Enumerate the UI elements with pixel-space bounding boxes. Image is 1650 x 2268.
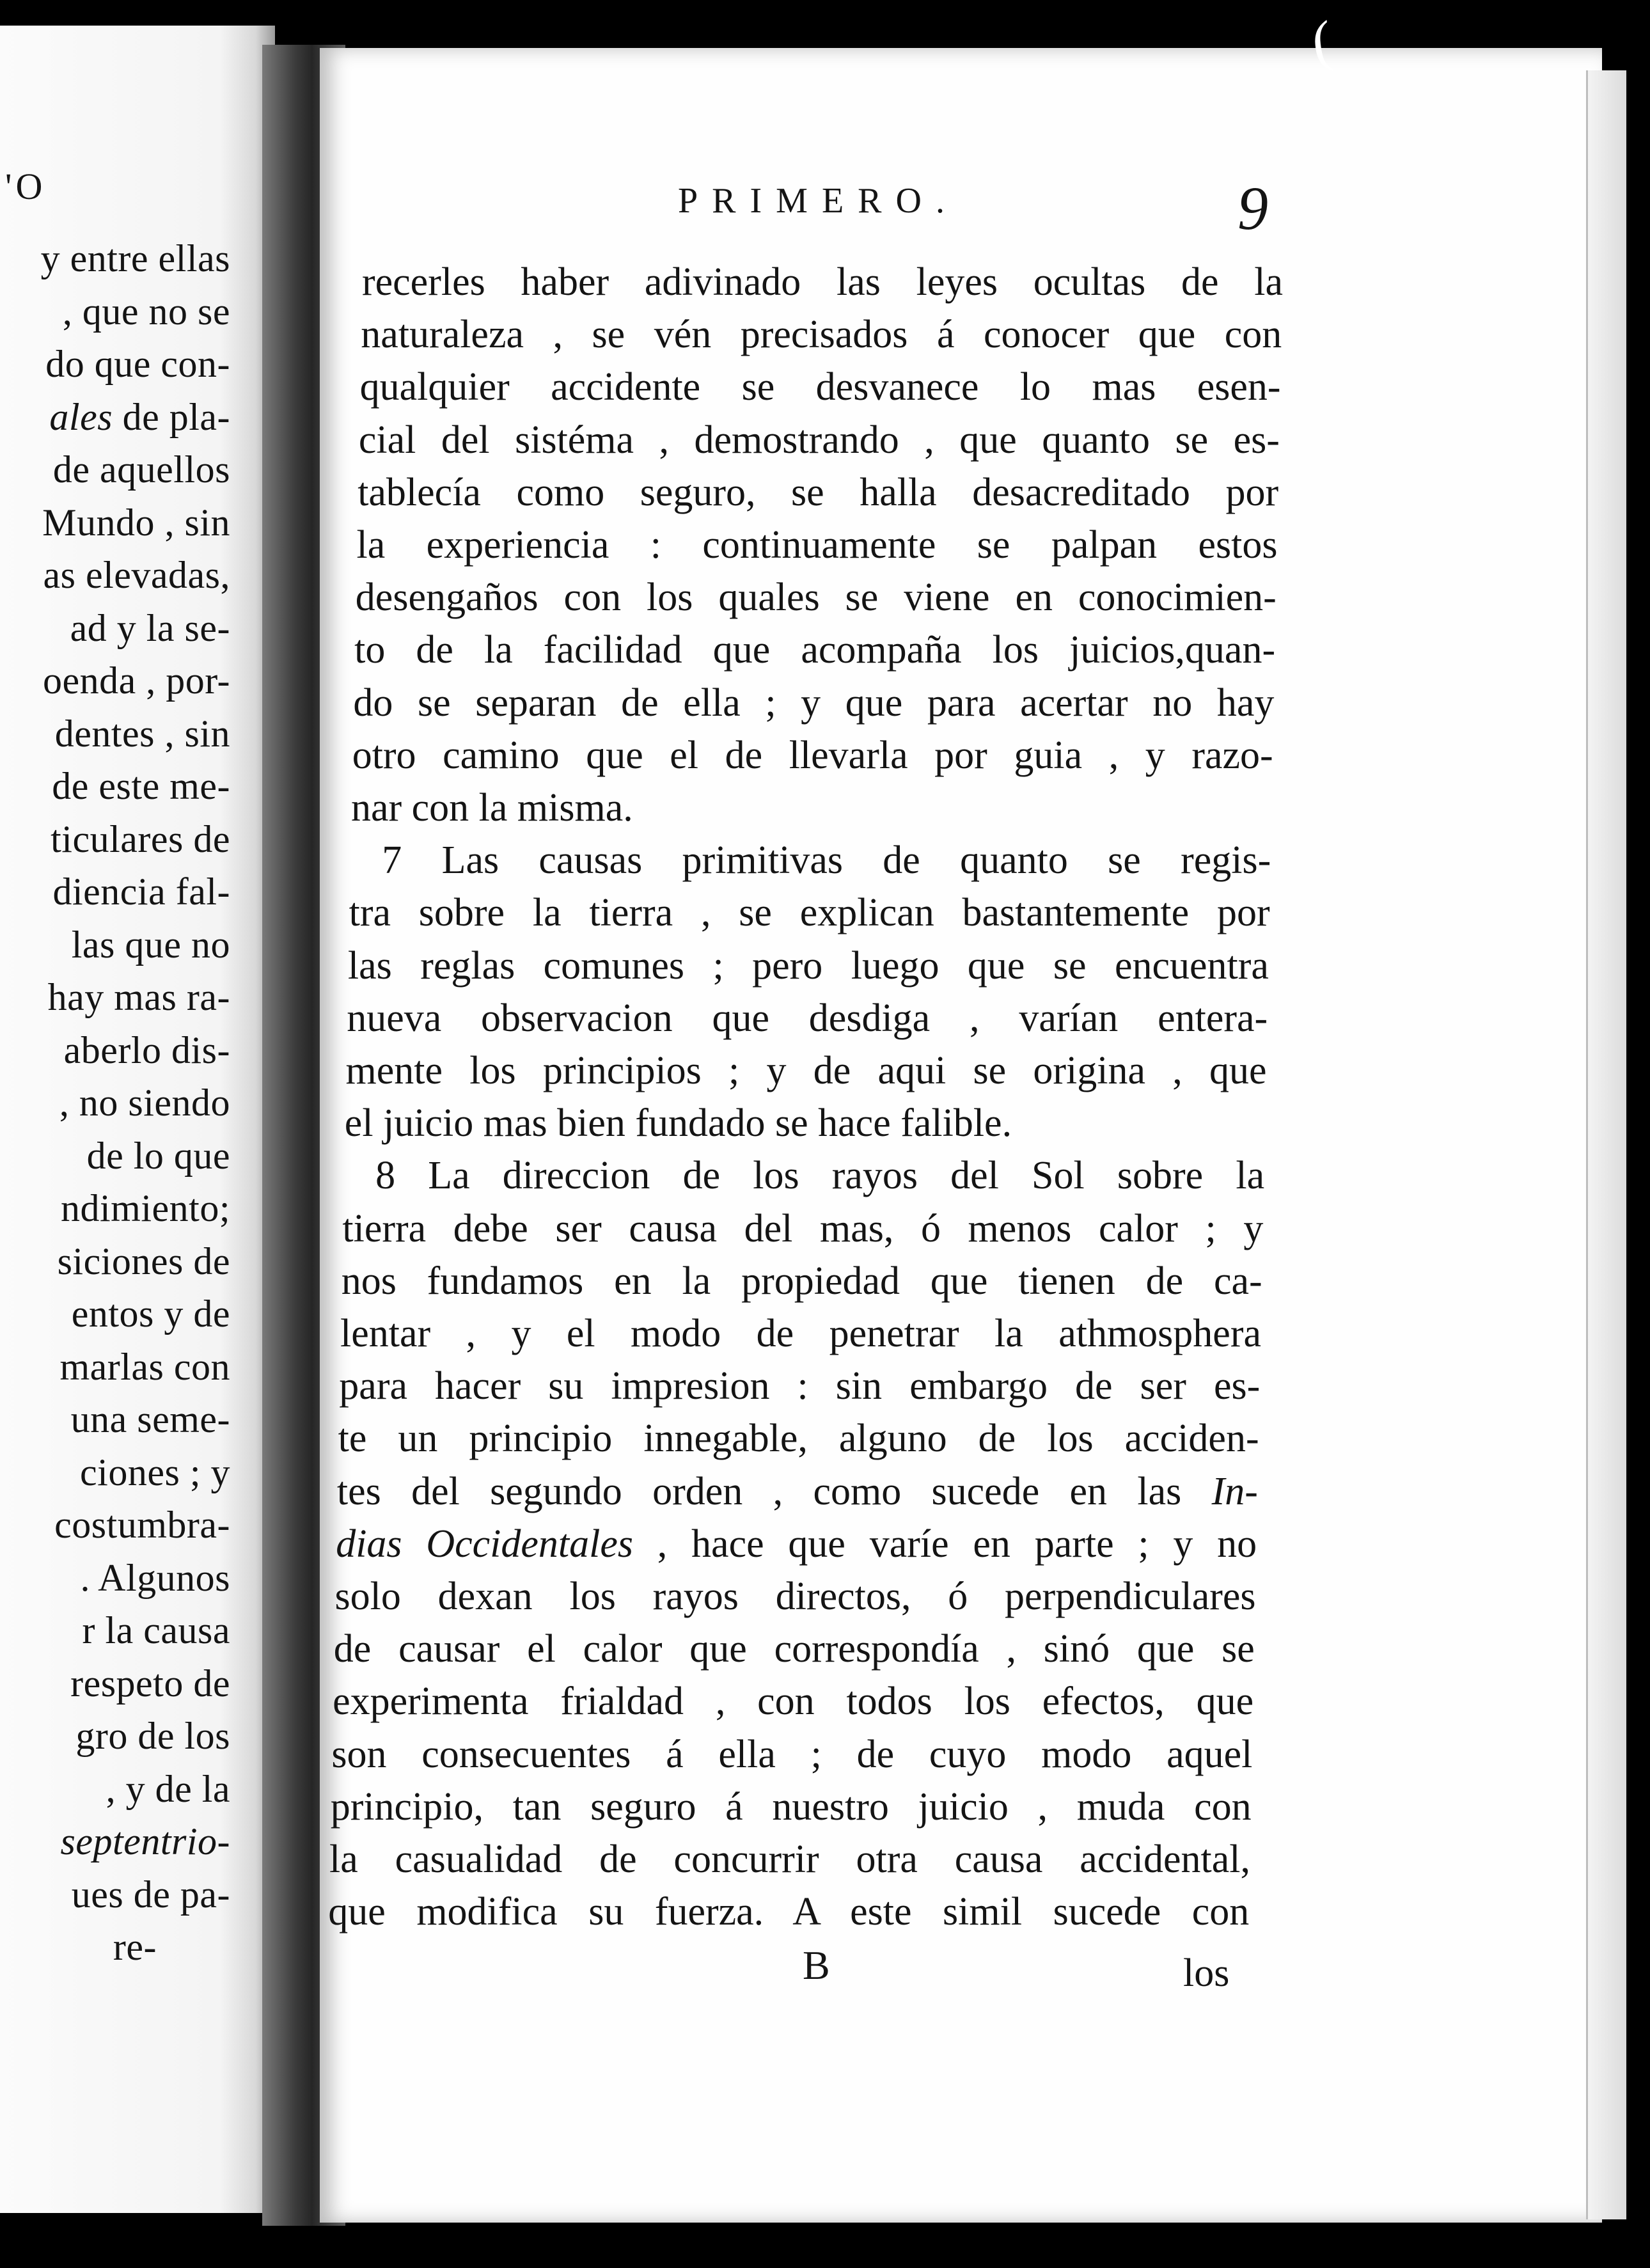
body-text-line: la experiencia : continuamente se palpan estos xyxy=(356,523,1278,567)
left-text-line: una seme- xyxy=(70,1398,230,1440)
body-text-line: las reglas comunes ; pero luego que se encuentra xyxy=(347,943,1269,988)
body-text-line: recerles haber adivinado las leyes ocultas de la xyxy=(362,260,1283,304)
body-text-line: experimenta frialdad , con todos los efectos, que xyxy=(333,1680,1254,1724)
body-text-line: naturaleza , se vén precisados á conocer que con xyxy=(361,313,1282,357)
left-text-line: y entre ellas xyxy=(40,237,230,280)
body-text-line: 8 La direccion de los rayos del Sol sobre la xyxy=(375,1154,1265,1198)
body-text-line: otro camino que el de llevarla por guia , y razo- xyxy=(352,733,1273,777)
left-text-line: re- xyxy=(113,1926,157,1968)
body-text-line: son consecuentes á ella ; de cuyo modo aquel xyxy=(331,1732,1253,1776)
corner-scribble: ( xyxy=(1308,9,1336,75)
left-running-head-fragment: 'O xyxy=(5,166,47,207)
body-text-line: tra sobre la tierra , se explican bastantemente por xyxy=(349,891,1270,935)
left-page xyxy=(0,26,275,2213)
left-text-line: siciones de xyxy=(57,1240,230,1282)
left-text-line: respeto de xyxy=(70,1662,230,1705)
left-text-line: do que con- xyxy=(45,343,230,385)
body-text-line: tes del segundo orden , como sucede en las In- xyxy=(336,1469,1258,1513)
running-head: PRIMERO. xyxy=(678,181,959,221)
left-text-line: r la causa xyxy=(82,1609,230,1651)
signature-mark: B xyxy=(803,1942,830,1988)
left-text-line: hay mas ra- xyxy=(47,976,230,1018)
left-text-line: las que no xyxy=(71,923,230,966)
body-text-line: el juicio mas bien fundado se hace falible. xyxy=(344,1101,1012,1146)
left-text-line: ales de pla- xyxy=(49,395,230,438)
left-text-line: de aquellos xyxy=(52,448,230,491)
catchword: los xyxy=(1183,1951,1230,1995)
body-text-line: nueva observacion que desdiga , varían entera- xyxy=(347,996,1268,1040)
left-text-line: ticulares de xyxy=(51,817,230,860)
left-text-line: gro de los xyxy=(75,1715,230,1757)
body-text-line: 7 Las causas primitivas de quanto se regis- xyxy=(382,839,1271,883)
left-text-line: ues de pa- xyxy=(71,1873,230,1916)
left-text-line: marlas con xyxy=(59,1345,230,1388)
left-text-line: dentes , sin xyxy=(54,712,230,755)
left-text-line: . Algunos xyxy=(80,1556,230,1599)
body-text-line: tablecía como seguro, se halla desacreditado por xyxy=(358,470,1279,514)
body-text-line: qualquier accidente se desvanece lo mas esen- xyxy=(359,365,1281,409)
body-text-line: cial del sistéma , demostrando , que quanto se es- xyxy=(358,418,1280,462)
body-text-line: do se separan de ella ; y que para acertar no hay xyxy=(353,681,1275,725)
body-text-line: dias Occidentales , hace que varíe en parte ; y no xyxy=(336,1522,1257,1566)
left-text-line: diencia fal- xyxy=(52,870,230,913)
left-text-line: entos y de xyxy=(71,1293,230,1335)
body-text-line: lentar , y el modo de penetrar la athmosphera xyxy=(340,1312,1261,1355)
left-text-line: oenda , por- xyxy=(42,659,230,702)
left-text-line: , y de la xyxy=(106,1767,230,1810)
body-text-line: mente los principios ; y de aqui se origina , que xyxy=(345,1049,1267,1092)
left-text-line: ciones ; y xyxy=(80,1451,230,1493)
left-text-line: aberlo dis- xyxy=(63,1028,230,1071)
body-text-line: desengaños con los quales se viene en conocimien- xyxy=(355,576,1277,620)
body-text-line: nos fundamos en la propiedad que tienen de ca- xyxy=(341,1259,1262,1303)
left-text-line: de este me- xyxy=(52,765,230,807)
body-text-line: tierra debe ser causa del mas, ó menos calor ; y xyxy=(342,1206,1264,1250)
body-text-line: la casualidad de concurrir otra causa accidental, xyxy=(329,1838,1250,1881)
left-text-line: septentrio- xyxy=(60,1820,230,1862)
body-text-line: para hacer su impresion : sin embargo de ser es- xyxy=(339,1364,1261,1408)
left-text-line: ad y la se- xyxy=(70,606,230,649)
body-text-line: que modifica su fuerza. A este simil sucede con xyxy=(328,1890,1250,1934)
body-text-line: solo dexan los rayos directos, ó perpendiculares xyxy=(334,1575,1256,1618)
body-text-line: principio, tan seguro á nuestro juicio , muda con xyxy=(330,1784,1252,1829)
left-text-line: , que no se xyxy=(62,290,230,333)
left-text-line: costumbra- xyxy=(54,1504,230,1546)
left-text-line: as elevadas, xyxy=(43,554,230,596)
left-text-line: Mundo , sin xyxy=(42,501,230,544)
left-text-line: , no siendo xyxy=(59,1082,230,1124)
page-number: 9 xyxy=(1238,174,1268,242)
body-text-line: te un principio innegable, alguno de los acciden- xyxy=(338,1417,1259,1461)
left-text-line: de lo que xyxy=(86,1134,230,1177)
body-text-line: to de la facilidad que acompaña los juicios,quan- xyxy=(354,628,1276,672)
body-text-line: de causar el calor que correspondía , sinó que se xyxy=(333,1627,1255,1671)
body-text-line: nar con la misma. xyxy=(351,786,633,830)
left-text-line: ndimiento; xyxy=(61,1187,230,1229)
page-edge xyxy=(1586,70,1626,2219)
